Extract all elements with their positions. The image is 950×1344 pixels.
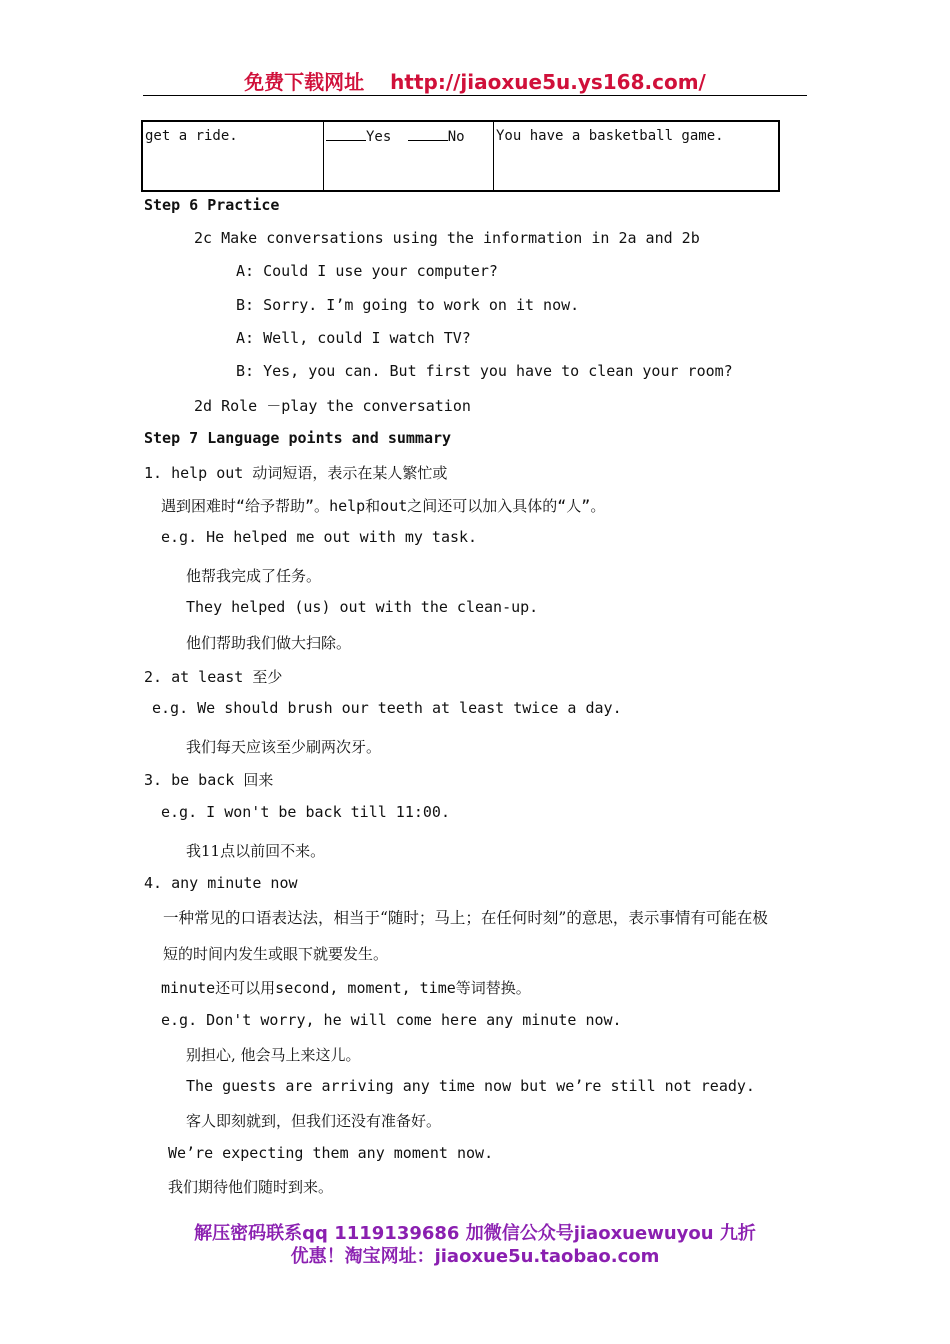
table-row xyxy=(142,121,779,191)
no-label: No xyxy=(447,129,465,145)
table-cell-activity xyxy=(142,121,324,191)
point-4-example-1-translation: 别担心, 他会马上来这儿。 xyxy=(186,1046,361,1064)
point-2-example: e.g. We should brush our teeth at least twice a day. xyxy=(152,699,622,717)
header-divider xyxy=(143,95,807,96)
point-1-example-1-translation: 他帮我完成了任务。 xyxy=(186,567,322,585)
step6-task-2c: 2c Make conversations using the information in 2a and 2b xyxy=(194,229,700,247)
point-1-heading: 1. help out 动词短语，表示在某人繁忙或 xyxy=(144,464,448,482)
step7-title: Step 7 Language points and summary xyxy=(144,429,452,447)
point-3-example: e.g. I won't be back till 11:00. xyxy=(161,803,450,821)
header-free-download-label: 免费下载网址 xyxy=(244,70,365,94)
header-url-link[interactable]: http://jiaoxue5u.ys168.com/ xyxy=(390,70,706,94)
point-4-description-1: 一种常见的口语表达法，相当于“随时；马上；在任何时刻”的意思，表示事情有可能在极 xyxy=(163,909,768,927)
activity-table xyxy=(141,120,780,192)
footer-contact-line: 解压密码联系qq 1119139686 加微信公众号jiaoxuewuyou 九折 xyxy=(194,1223,756,1244)
no-blank xyxy=(408,126,448,141)
point-1-example-2: They helped (us) out with the clean-up. xyxy=(186,598,539,616)
footer-taobao-link[interactable]: 优惠！淘宝网址：jiaoxue5u.taobao.com xyxy=(290,1246,660,1267)
point-4-description-3: minute还可以用second, moment, time等词替换。 xyxy=(161,979,531,997)
activity-text: get a ride. xyxy=(145,128,238,144)
point-4-description-2: 短的时间内发生或眼下就要发生。 xyxy=(163,945,389,963)
step6-task-2d: 2d Role －play the conversation xyxy=(194,397,471,415)
point-4-example-2-translation: 客人即刻就到，但我们还没有准备好。 xyxy=(186,1112,442,1130)
step6-title: Step 6 Practice xyxy=(144,196,280,214)
point-2-heading: 2. at least 至少 xyxy=(144,668,283,686)
dialogue-line-4: B: Yes, you can. But first you have to clean your room? xyxy=(236,362,733,380)
point-2-example-translation: 我们每天应该至少刷两次牙。 xyxy=(186,738,382,756)
yes-blank xyxy=(326,126,366,141)
point-4-example-3-translation: 我们期待他们随时到来。 xyxy=(168,1178,334,1196)
reason-text: You have a basketball game. xyxy=(496,128,724,144)
point-1-example-1: e.g. He helped me out with my task. xyxy=(161,528,478,546)
dialogue-line-2: B: Sorry. I’m going to work on it now. xyxy=(236,296,580,314)
point-1-example-2-translation: 他们帮助我们做大扫除。 xyxy=(186,634,352,652)
point-4-example-3: We’re expecting them any moment now. xyxy=(168,1144,494,1162)
point-4-heading: 4. any minute now xyxy=(144,874,298,892)
table-cell-reason xyxy=(494,121,780,191)
point-4-example-2: The guests are arriving any time now but we’re still not ready. xyxy=(186,1077,755,1095)
yes-label: Yes xyxy=(366,129,392,145)
point-3-heading: 3. be back 回来 xyxy=(144,771,274,789)
point-3-example-translation: 我11点以前回不来。 xyxy=(186,842,326,860)
dialogue-line-1: A: Could I use your computer? xyxy=(236,262,498,280)
dialogue-line-3: A: Well, could I watch TV? xyxy=(236,329,471,347)
table-cell-yes-no xyxy=(324,121,494,191)
point-1-description: 遇到困难时“给予帮助”。help和out之间还可以加入具体的“人”。 xyxy=(161,497,606,515)
page-header xyxy=(145,66,805,95)
point-4-example-1: e.g. Don't worry, he will come here any minute now. xyxy=(161,1011,622,1029)
